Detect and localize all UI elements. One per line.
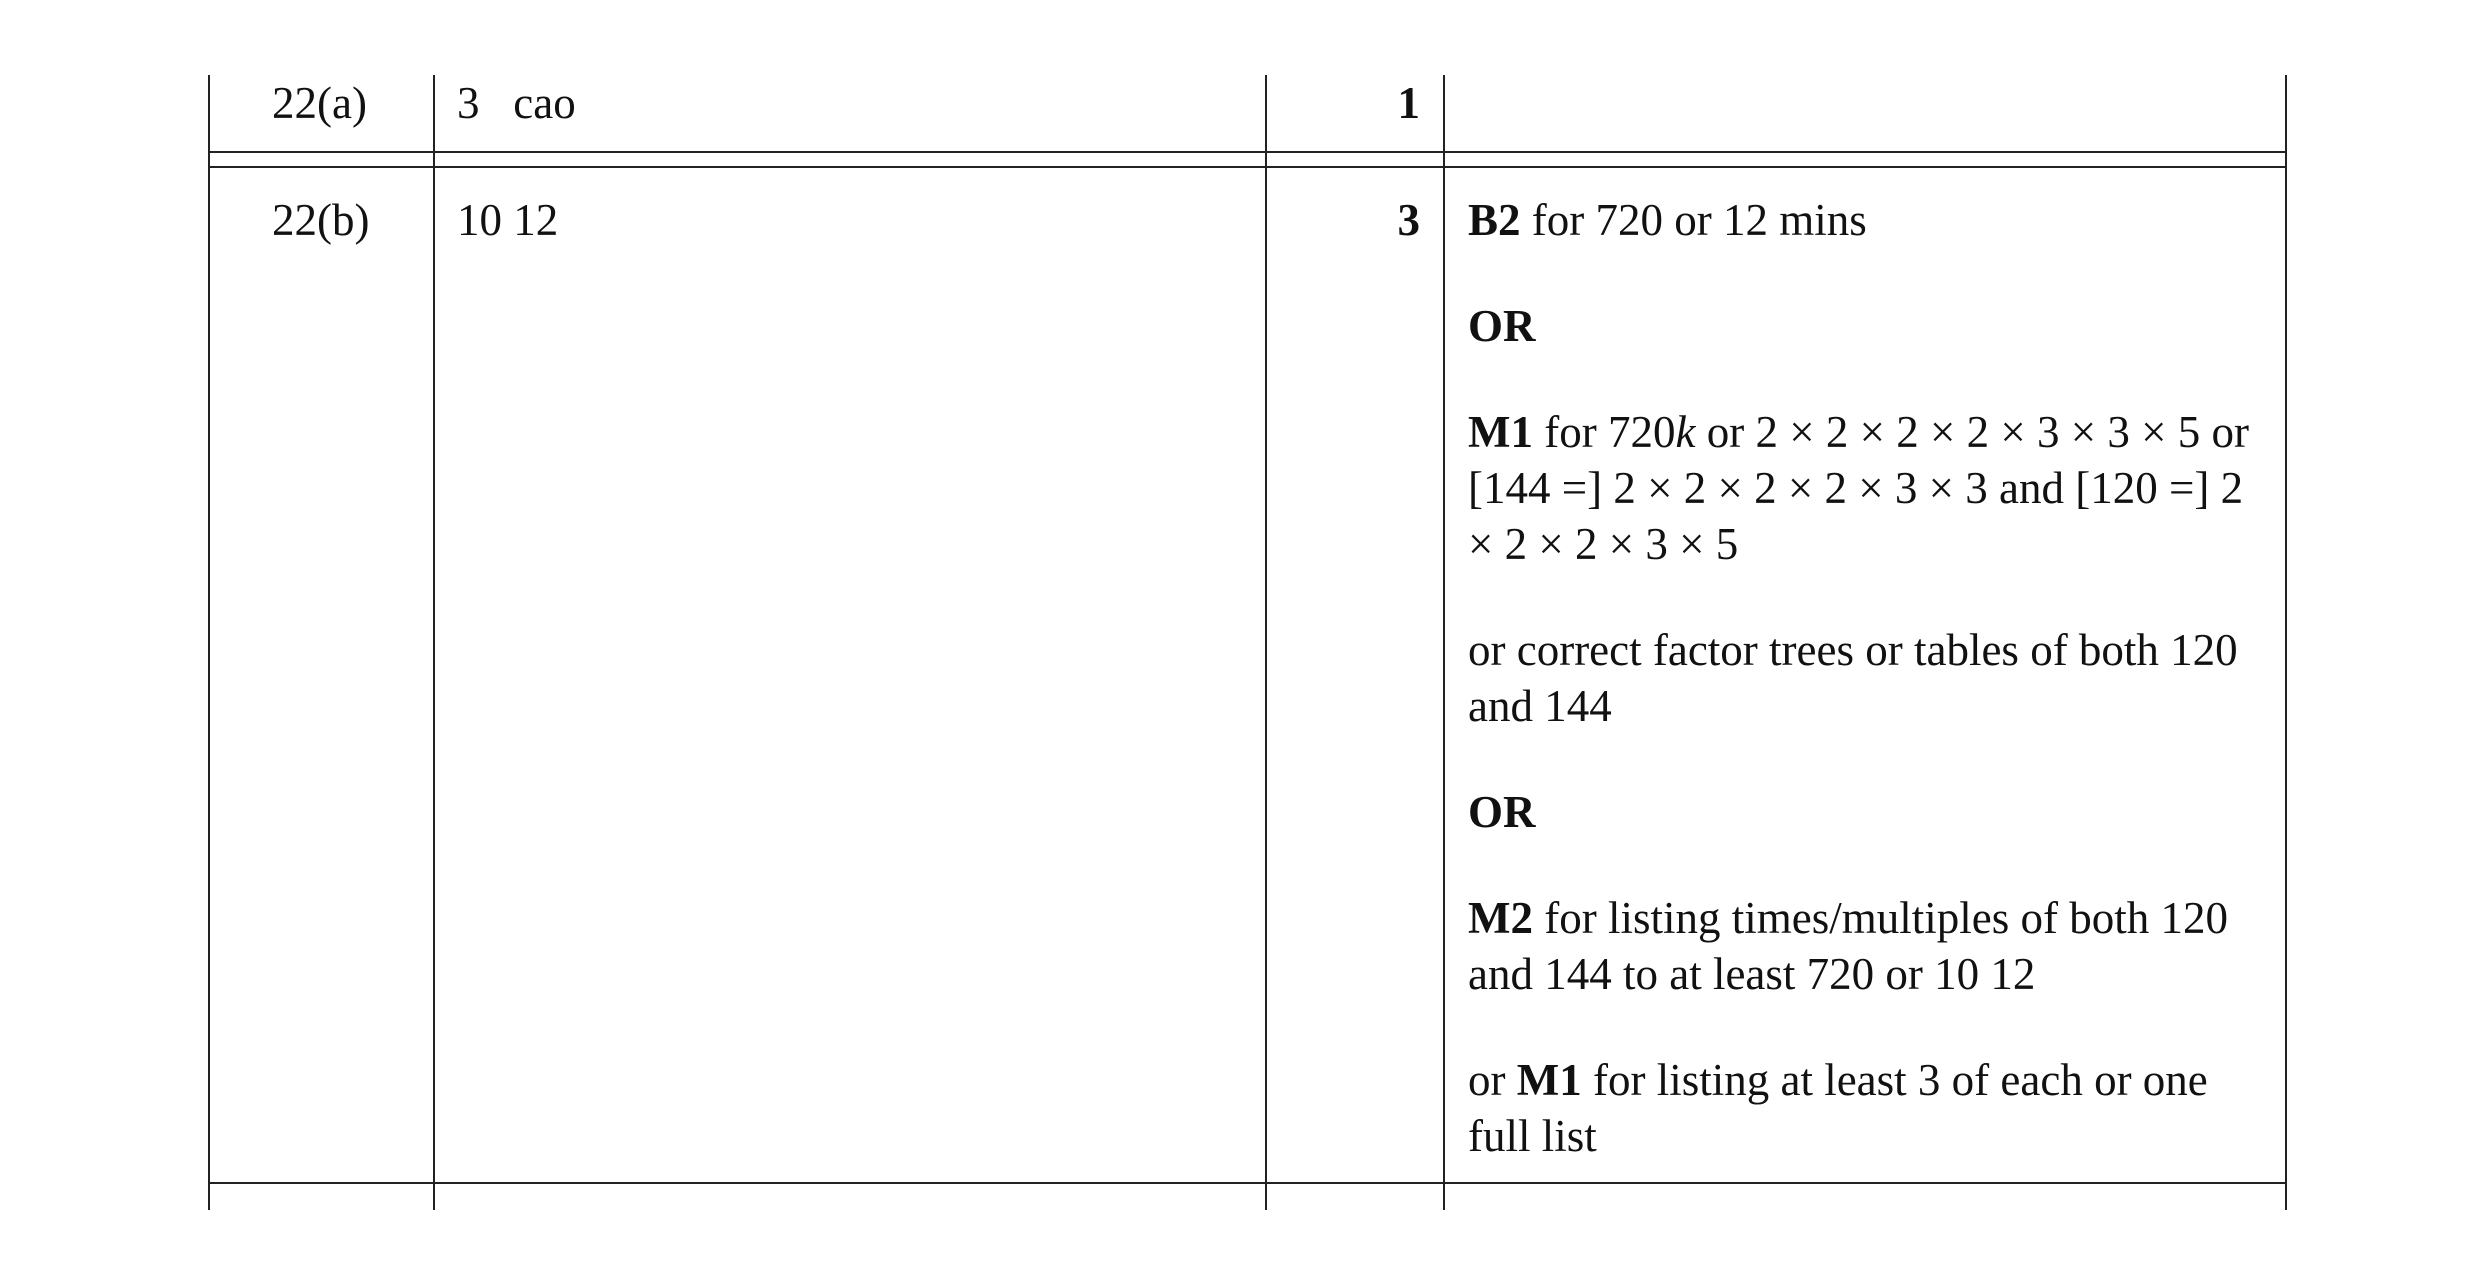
or-separator: OR <box>1468 301 1536 351</box>
mark-cell: 3 <box>1397 195 1420 245</box>
guidance-line <box>1468 784 2268 840</box>
row-separator-bottom <box>208 166 2287 168</box>
guidance-text: for listing at least 3 of each or one full list <box>1468 1055 2208 1161</box>
guidance-cell <box>1468 192 2268 1164</box>
guidance-text: or <box>1468 1055 1517 1105</box>
table-border-right <box>2285 75 2287 1210</box>
question-number: 22(b) <box>272 195 370 245</box>
guidance-text: for 720 <box>1532 407 1676 457</box>
mark-code: M2 <box>1468 893 1533 943</box>
guidance-line <box>1468 1052 2268 1164</box>
table-border-left <box>208 75 210 1210</box>
guidance-line <box>1468 404 2268 572</box>
or-separator: OR <box>1468 787 1536 837</box>
guidance-text: or 2 × 2 × 2 × 2 × 3 × 3 × 5 or [144 =] 2 × 2 × 2 × 2 × 3 × 3 and [120 =] 2 × 2 × 2 × 3 × 5 <box>1468 407 2249 569</box>
guidance-line <box>1468 298 2268 354</box>
guidance-text: for 720 or 12 mins <box>1520 195 1867 245</box>
column-divider-answer <box>1265 75 1267 1210</box>
column-divider-mark <box>1443 75 1445 1210</box>
mark-code: M1 <box>1468 407 1533 457</box>
table-border-bottom <box>208 1182 2287 1184</box>
mark-code: M1 <box>1516 1055 1582 1105</box>
answer-cell: 3 cao <box>457 78 576 128</box>
row-separator-top <box>208 151 2287 153</box>
guidance-line <box>1468 192 2268 248</box>
answer-cell: 10 12 <box>457 195 559 245</box>
mark-code: B2 <box>1468 195 1521 245</box>
guidance-line <box>1468 890 2268 1002</box>
guidance-text: or correct factor trees or tables of both 120 and 144 <box>1468 625 2238 731</box>
guidance-text: for listing times/multiples of both 120 and 144 to at least 720 or 10 12 <box>1468 893 2228 999</box>
mark-cell: 1 <box>1397 78 1420 128</box>
guidance-italic: k <box>1675 407 1696 457</box>
question-number: 22(a) <box>272 78 367 128</box>
guidance-line <box>1468 622 2268 734</box>
column-divider-question <box>433 75 435 1210</box>
